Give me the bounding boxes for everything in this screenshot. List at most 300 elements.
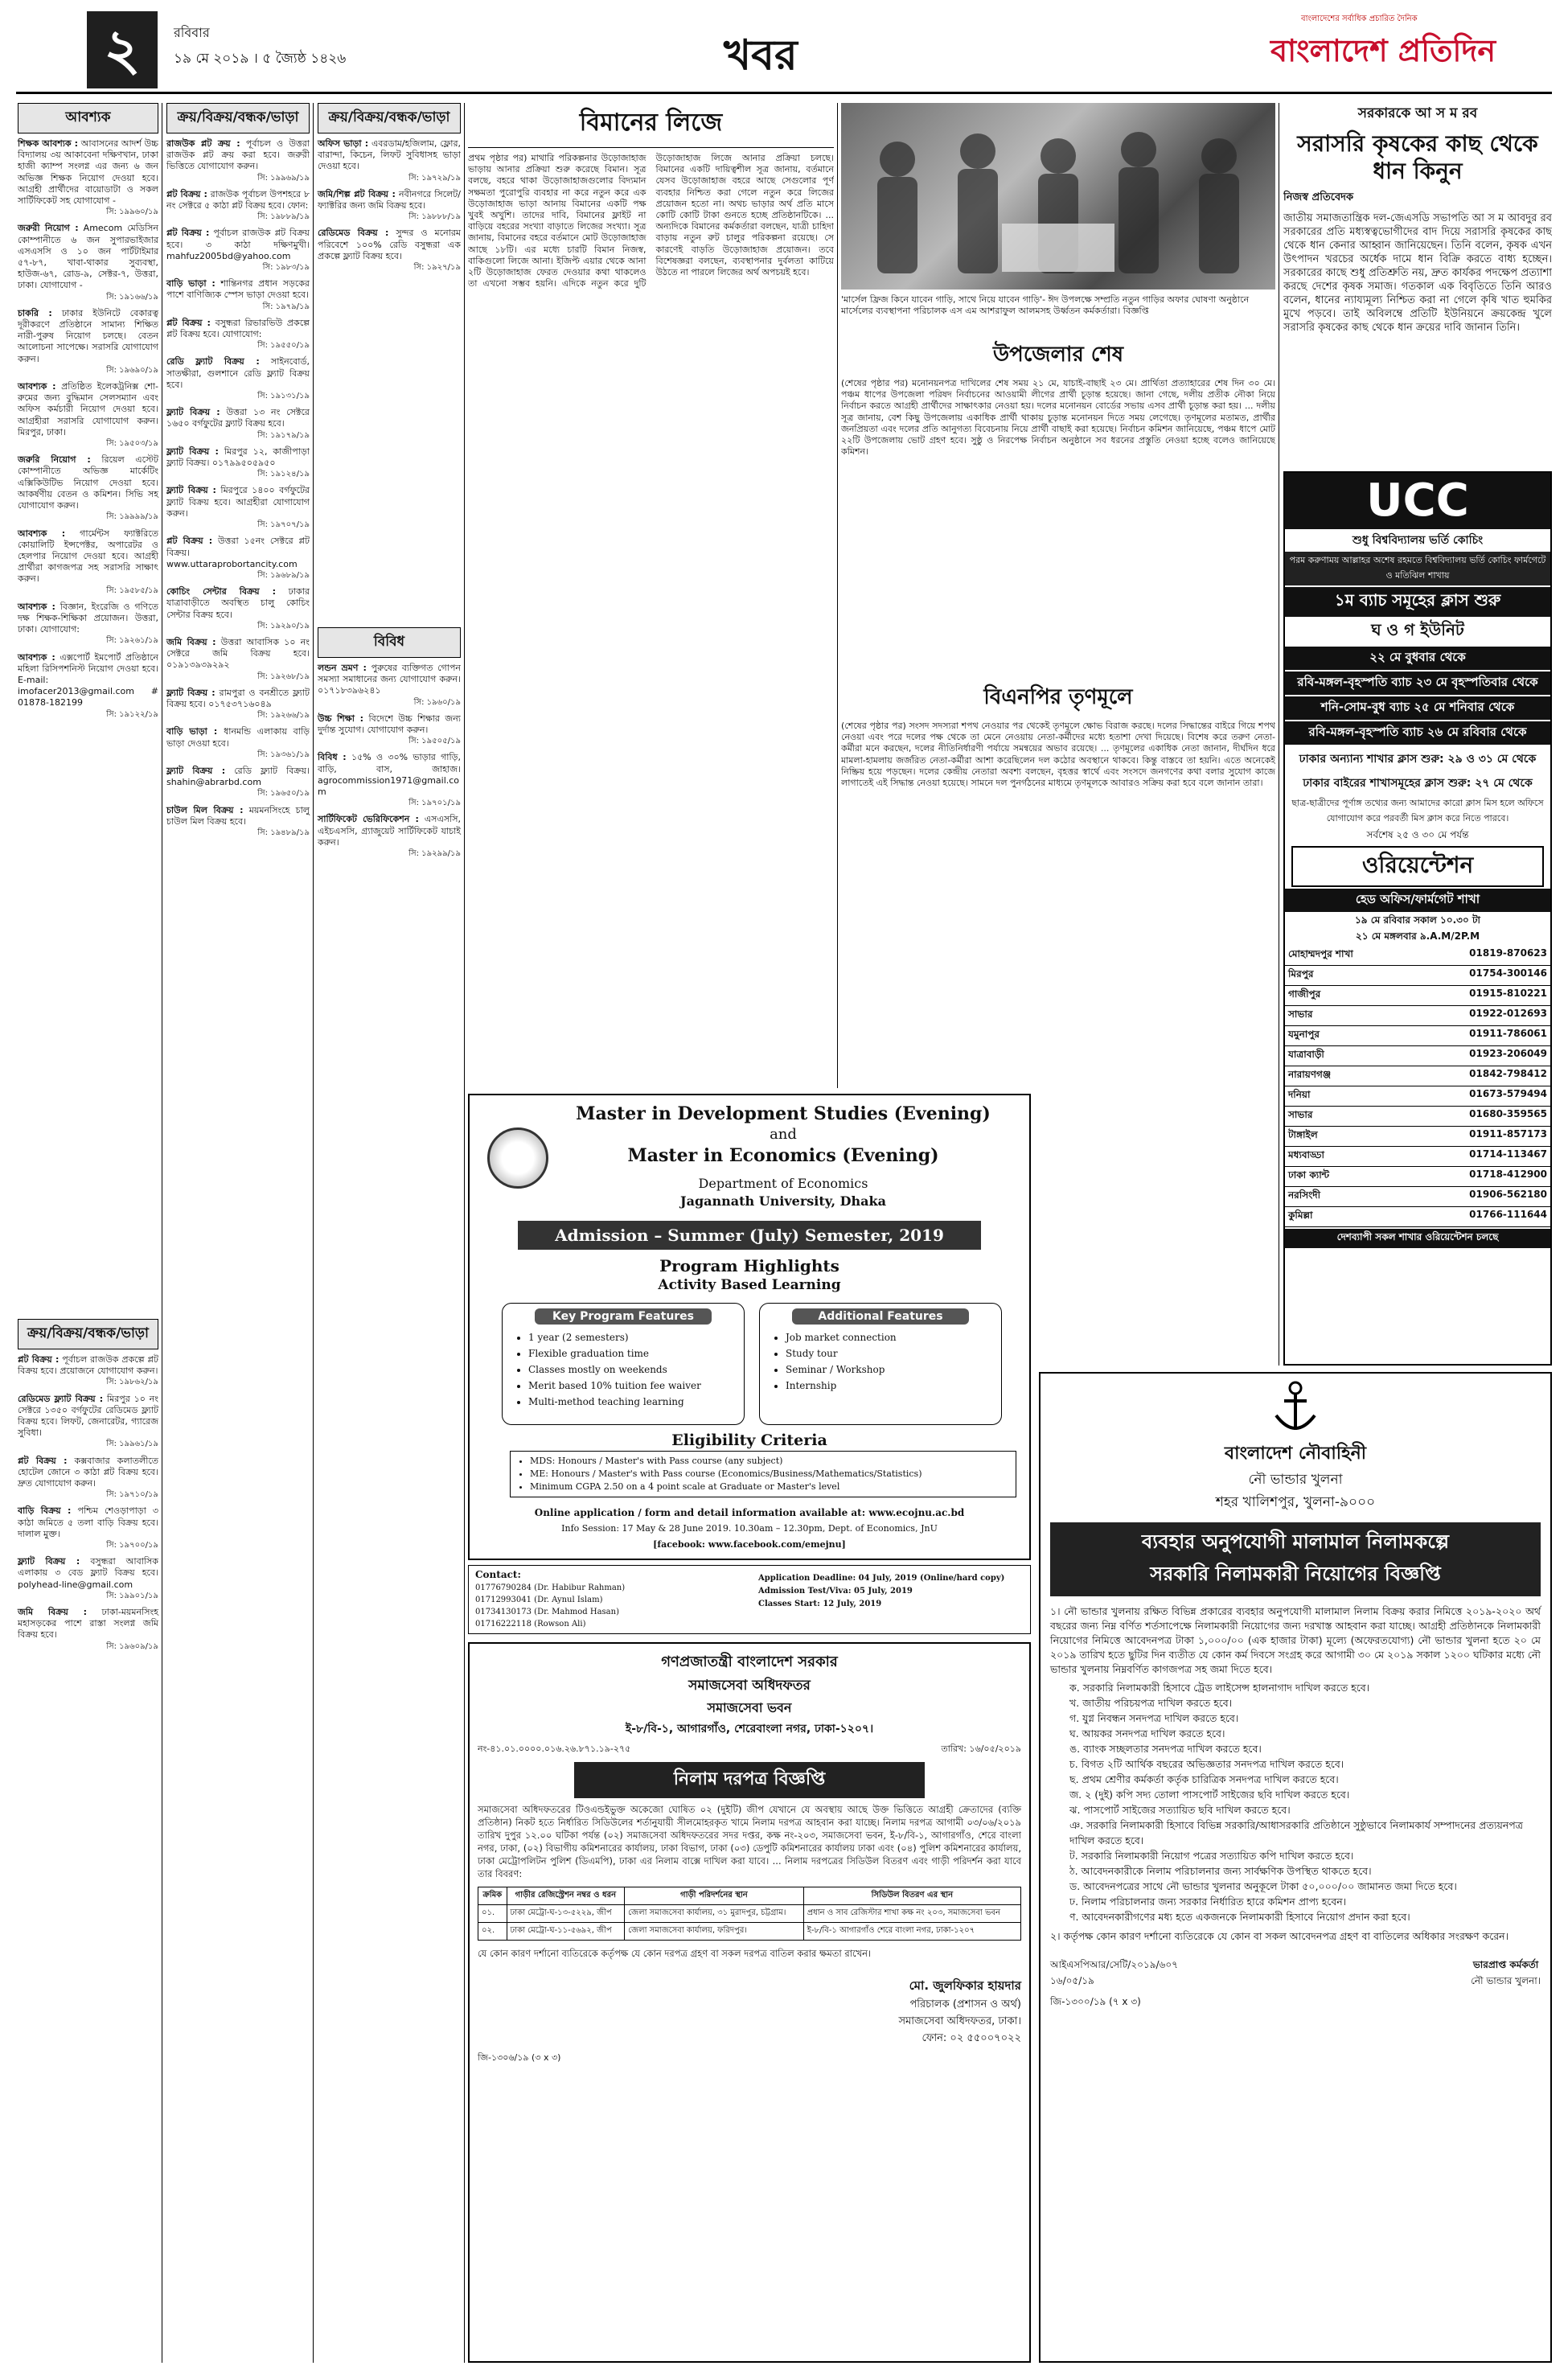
ucc-orientation-pre: সর্বশেষ ২৫ ও ৩০ মে পর্যন্ত — [1366, 829, 1469, 840]
classified-ad-body: পূর্বাচল রাজউক প্লট বিক্রয় হবে। ৩ কাঠা দক্ষিণমুখী। mahfuz2005bd@yahoo.com — [166, 228, 310, 261]
ucc-branch-phone: 01922-012693 — [1469, 1008, 1547, 1019]
classified-ad-id: সি: ১৯৭২৯/১৯ — [408, 173, 461, 183]
ju-date: Classes Start: 12 July, 2019 — [758, 1600, 882, 1608]
ucc-batch-4: শনি-সোম-বুধ ব্যাচ ২৫ মে শনিবার থেকে — [1285, 696, 1550, 720]
classified-ad — [318, 663, 461, 709]
ju-contact: 01716222118 (Rowson Ali) — [475, 1620, 586, 1629]
classified-ad-id: সি: ১৯২৭/১৯ — [413, 263, 461, 273]
classified-ad-id: সি: ১৯৩৬১/১৯ — [257, 750, 310, 759]
paper-name: বাংলাদেশ প্রতিদিন — [1270, 33, 1496, 68]
ucc-outside: ঢাকার বাইরের শাখাসমূহের ক্লাস শুরু: ২৭ মে থেকে — [1303, 777, 1533, 790]
classified-ad — [318, 138, 461, 184]
navy-signer: ভারপ্রাপ্ত কর্মকর্তা — [1472, 1959, 1539, 1970]
ucc-branch — [1285, 1107, 1550, 1127]
ucc-logo: UCC — [1285, 473, 1550, 529]
ju-key-feature: • Classes mostly on weekends — [528, 1362, 744, 1378]
classified-ad-id: সি: ১৯১৭৯/১৯ — [257, 430, 310, 440]
ucc-branch-phone: 01754-300146 — [1469, 967, 1547, 979]
upazila-headline: উপজেলার শেষ — [992, 343, 1124, 367]
ucc-batch-3: রবি-মঙ্গল-বৃহস্পতি ব্যাচ ২৩ মে বৃহস্পতিবার থেকে — [1285, 672, 1550, 695]
ju-elig-item: • ME: Honours / Master's with Pass course (Economics/Business/Mathematics/Statistics) — [530, 1468, 1012, 1481]
classified-column-1b — [18, 1319, 158, 1657]
gov-memo: নং-৪১.০১.০০০০.০১৬.২৬.৮৭১.১৯-২৭৫ — [478, 1744, 631, 1754]
classified-ad — [18, 1354, 158, 1389]
section-head-buy-sell-2: ক্রয়/বিক্রয়/বন্ধক/ভাড়া — [166, 103, 310, 133]
classified-ad-title: জমি/শিল্প প্লট বিক্রয় : — [318, 188, 396, 199]
ucc-batch-5: রবি-মঙ্গল-বৃহস্পতি ব্যাচ ২৬ মে রবিবার থেকে — [1285, 721, 1550, 745]
ucc-branch-phone: 01923-206049 — [1469, 1048, 1547, 1059]
ju-add-feature: • Study tour — [786, 1345, 1001, 1362]
navy-condition: খ. জাতীয় পরিচয়পত্র দাখিল করতে হবে। — [1069, 1697, 1233, 1709]
ju-university: Jagannath University, Dhaka — [680, 1193, 886, 1209]
navy-condition: ঞ. সরকারি নিলামকারী হিসাবে বিভিন্ন সরকারি/আধাসরকারি প্রতিষ্ঠানে সুষ্ঠুভাবে নিলামকার্য সম্পাদনের প্রত্যয়নপত্র দাখিল করতে হবে। — [1069, 1819, 1523, 1846]
ucc-branch — [1285, 1127, 1550, 1147]
classified-ad — [166, 318, 310, 352]
classified-ad-id: সি: ১৯৫০৫/১৯ — [408, 737, 461, 746]
classified-ad — [18, 223, 158, 302]
classified-ad-id: সি: ১৯২৯০/১৯ — [257, 621, 310, 630]
gov-signer-post: পরিচালক (প্রশাসন ও অর্থ) — [909, 1998, 1021, 2011]
ucc-branch — [1285, 1066, 1550, 1086]
news-photo — [841, 103, 1275, 290]
ucc-branch-list — [1285, 946, 1550, 1227]
ucc-branch — [1285, 986, 1550, 1006]
ju-add-feature: • Job market connection — [786, 1329, 1001, 1345]
ju-contact-box — [468, 1565, 1031, 1634]
ucc-hq-time: ২১ মে মঙ্গলবার ৯.A.M/2P.M — [1355, 930, 1480, 942]
farmers-body: জাতীয় সমাজতান্ত্রিক দল-জেএসডি সভাপতি আ স ম আবদুর রব সরকারের প্রতি মধ্যস্বত্বভোগীদের বাদ দিয়ে সরাসরি কৃষকের কাছ থেকে ধান কেনার আহ্বান জানিয়েছেন। তিনি বলেন, কৃষক এখন উৎপাদন খরচের অর্ধেক দামে ধান বিক্রি করতে বাধ্য হচ্ছেন। সরকারের কাছে শুধু প্রতিশ্রুতি নয়, দ্রুত কার্যকর পদক্ষেপ প্রত্যাশা করছে দেশের কৃষক সমাজ। গতকাল এক বিবৃতিতে তিনি আরও বলেন, ধানের ন্যায্যমূল্য নিশ্চিত করা না গেলে কৃষি খাত হুমকির মুখে পড়বে। তাই অবিলম্বে প্রতিটি ইউনিয়নে ক্রয়কেন্দ্র খুলে সরাসরি কৃষকের কাছ থেকে ধান ক্রয়ের দাবি জানান তিনি। — [1283, 212, 1552, 334]
ju-and: and — [770, 1126, 797, 1143]
section-head-buy-sell-3: ক্রয়/বিক্রয়/বন্ধক/ভাড়া — [318, 103, 461, 133]
ucc-batch-2: ২২ মে বুধবার থেকে — [1285, 647, 1550, 670]
classified-ad-title: জরুরি নিয়োগ : — [18, 454, 91, 466]
classified-column-3 — [318, 103, 461, 278]
buy-sell-list-2 — [166, 138, 310, 839]
ju-contact-title: Contact: — [475, 1569, 521, 1580]
gov-address: ই-৮/বি-১, আগারগাঁও, শেরেবাংলা নগর, ঢাকা-১২০৭। — [625, 1723, 874, 1735]
gov-table-header-cell: সিডিউল বিতরণ এর স্থান — [803, 1887, 1020, 1905]
classified-ad — [318, 228, 461, 273]
gov-table-body — [478, 1905, 1021, 1941]
buy-sell-list-1 — [18, 1354, 158, 1653]
classified-ad-id: সি: ১৯৯০১/১৯ — [106, 1591, 158, 1600]
navy-condition: চ. বিগত ২টি আর্থিক বছরের অভিজ্ঞতার সনদপত্র দাখিল করতে হবে। — [1069, 1758, 1344, 1770]
gov-signer-name: মো. জুলফিকার হায়দার — [909, 1978, 1021, 1993]
classified-ad-title: ফ্ল্যাট বিক্রয় : — [166, 446, 219, 457]
classified-ad-body: মিরপুরে ১৪০০ বর্গফুটের ফ্ল্যাট বিক্রয় হবে। আগ্রহীরা যোগাযোগ করুন। — [166, 485, 310, 519]
gov-auction-notice — [468, 1642, 1031, 2363]
classified-ad — [18, 1505, 158, 1551]
classified-ad-title: আবশ্যক : — [18, 601, 55, 612]
classified-ad-title: আবশ্যক : — [18, 651, 55, 663]
ucc-branch-name: যাত্রাবাড়ী — [1288, 1049, 1324, 1060]
masthead-day: রবিবার — [174, 25, 210, 40]
classified-ad — [18, 1394, 158, 1451]
ucc-branch-phone: 01819-870623 — [1469, 947, 1547, 959]
upazila-article — [841, 338, 1275, 676]
misc-list — [318, 663, 461, 860]
gov-table-cell: ই-৮/বি-১ আগারগাঁও শেরে বাংলা নগর, ঢাকা-১২০৭ — [803, 1923, 1020, 1941]
navy-condition: জ. ২ (দুই) কপি সদ্য তোলা পাসপোর্ট সাইজের ছবি দাখিল করতে হবে। — [1069, 1789, 1350, 1801]
classified-ad — [166, 407, 310, 442]
ucc-branch-phone: 01842-798412 — [1469, 1068, 1547, 1079]
classified-ad-body: পশ্চিম শেওড়াপাড়া ৩ কাঠা জমিতে ৫ তলা বাড়ি বিক্রয় হবে। দালাল মুক্ত। — [18, 1505, 159, 1539]
classified-ad-id: সি: ১৯৮৮৯/১৯ — [257, 212, 310, 222]
classified-ad-id: সি: ১৯১৩১/১৯ — [257, 392, 310, 401]
classified-ad-body: পুরুষের ব্যক্তিগত গোপন সমস্যা সমাধানের জন্য যোগাযোগ করুন। ০১৭১৮৩৯৬২৪১ — [318, 663, 461, 696]
classified-ad-id: সি: ১৯৯৬৯/১৯ — [257, 173, 310, 183]
ucc-branch-name: যমুনাপুর — [1288, 1029, 1320, 1040]
classified-ad-body: শান্তিনগর প্রধান সড়কের পাশে বাণিজ্যিক স্পেস ভাড়া দেওয়া হবে। — [166, 278, 310, 301]
classified-ad-body: ধানমন্ডি এলাকায় বাড়ি ভাড়া দেওয়া হবে। — [166, 726, 310, 749]
navy-signer-org: নৌ ভান্ডার খুলনা। — [1471, 1975, 1541, 1986]
farmers-title: সরাসরি কৃষকের কাছ থেকে ধান কিনুন — [1297, 130, 1538, 184]
ucc-branch-phone: 01680-359565 — [1469, 1108, 1547, 1119]
classified-ad-id: সি: ১৯৯৬০/১৯ — [106, 207, 158, 217]
classified-ad-body: রেডি ফ্ল্যাট বিক্রয়। shahin@abrarbd.com — [166, 765, 310, 788]
classified-ad-id: সি: ১৯১২৪/১৯ — [257, 470, 310, 479]
navy-title-2: সরকারি নিলামকারী নিয়োগের বিজ্ঞপ্তি — [1150, 1563, 1441, 1585]
classified-column-3b — [318, 627, 461, 865]
ucc-branch — [1285, 946, 1550, 966]
classified-ad-body: পূর্বাচল ও উত্তরা রাজউক প্লট ক্রয় করা হবে। জরুরী ভিত্তিতে যোগাযোগ করুন। — [166, 138, 310, 172]
classified-ad-id: সি: ১৯৬৮৯/১৯ — [257, 570, 310, 580]
classified-ad-title: জমি বিক্রয় : — [18, 1607, 88, 1618]
gov-dept: সমাজসেবা অধিদফতর — [688, 1678, 811, 1694]
classified-ad-title: লন্ডন ভ্রমণ : — [318, 663, 367, 673]
ucc-branch-phone: 01718-412900 — [1469, 1169, 1547, 1180]
classified-ad-id: সি: ১৯৫৮৫/১৯ — [106, 585, 158, 595]
ucc-branch-name: সাভার — [1288, 1008, 1313, 1020]
classified-ad-body: পূর্বাচল রাজউক প্রকল্পে প্লট বিক্রয় হবে। প্রয়োজনে যোগাযোগ করুন। — [18, 1354, 158, 1377]
classified-ad-id: সি: ১৯৮৬২/১৯ — [106, 1378, 158, 1387]
gov-table — [478, 1887, 1021, 1941]
gov-signer-phone: ফোন: ০২ ৫৫০০৭০২২ — [922, 2032, 1021, 2044]
classified-ad — [166, 356, 310, 402]
ucc-orientation: ওরিয়েন্টেশন — [1291, 846, 1544, 887]
bnp-article — [841, 680, 1275, 1082]
ju-elig-item: • MDS: Honours / Master's with Pass course (any subject) — [530, 1455, 1012, 1468]
ucc-branch — [1285, 1006, 1550, 1026]
classified-ad-body: ময়মনসিংহে চালু চাউল মিল বিক্রয় হবে। — [166, 804, 310, 827]
ucc-branch-name: ঢাকা ক্যান্ট — [1288, 1169, 1330, 1181]
classified-ad-body: সুন্দর ও মনোরম পরিবেশে ১০০% রেডি বসুন্ধরা এক প্রকল্পে ফ্ল্যাট বিক্রয় হবে। — [318, 228, 461, 261]
lead-body: প্রথম পৃষ্ঠার পর) মাথারি পরিকল্পনার উড়োজাহাজ ভাড়ায় আনার প্রক্রিয়া শুরু করেছে বিমান। সূত্র বলছে, বহরে থাকা উড়োজাহাজগুলোর বিদ্যমান সক্ষমতা পুরোপুরি ব্যবহার না করে নতুন করে এক উড়োজাহাজ ভাড়া আনায় বিমানের একটি পক্ষ খুবই অখুশি। তাদের দাবি, বিমানের ফ্লাইট না বাড়িয়ে বহরের সংখ্যা বাড়াতে লিজের সংখ্যা। সূত্র জানায়, বিমানের বহরে বর্তমানে মোট উড়োজাহাজ আছে ১৮টি। এর মধ্যে চারটি বিমান নিজস্ব, বাকিগুলো লিজে আনা। ইজিপ্ট এয়ার থেকে আনা ২টি উড়োজাহাজ ফেরত দেওয়ার কথা থাকলেও তা এখনো সম্ভব হয়নি। এদিকে নতুন করে দুটি উড়োজাহাজ লিজে আনার প্রক্রিয়া চলছে। বিমানের একটি দায়িত্বশীল সূত্র জানায়, বর্তমানে যেসব উড়োজাহাজ বহরে আছে সেগুলোর পূর্ণ ব্যবহার নিশ্চিত করা গেলে নতুন করে লিজের প্রয়োজন হতো না। অথচ ভাড়ার অর্থ প্রতি মাসে কোটি কোটি টাকা গুনতে হচ্ছে প্রতিষ্ঠানটিকে। ... অন্যদিকে বিমানের কর্মকর্তারা বলছেন, যাত্রী চাহিদা বাড়ায় নতুন রুট চালুর পরিকল্পনা রয়েছে। সে কারণেই বাড়তি উড়োজাহাজ প্রয়োজন। তবে বিশেষজ্ঞরা বলছেন, ব্যবস্থাপনার দুর্বলতা কাটিয়ে উঠতে না পারলে লিজের অর্থ অপচয়ই হবে। — [468, 153, 834, 290]
gov-table-cell: প্রধান ও সাব রেজিস্টার শাখা কক্ষ নং ২০৩, সমাজসেবা ভবন — [803, 1905, 1020, 1923]
classified-ad-body: বিদেশে উচ্চ শিক্ষার জন্য দুর্দান্ত সুযোগ। যোগাযোগ করুন। — [318, 713, 461, 736]
classified-ad-title: জরুরী নিয়োগ : — [18, 223, 79, 234]
ucc-branch-phone: 01911-857173 — [1469, 1128, 1547, 1140]
classified-ad — [18, 381, 158, 450]
ucc-branch — [1285, 1026, 1550, 1046]
classified-ad-id: সি: ১৯৭০১/১৯ — [408, 799, 461, 808]
classified-ad-title: রেডিমেড বিক্রয় : — [318, 228, 389, 239]
classified-ad — [166, 726, 310, 761]
lead-article — [468, 103, 834, 1084]
photo-caption: 'মার্সেল ফ্রিজ কিনে যাবেন গাড়ি, সাথে নিয়ে যাবেন গাড়ি'- ঈদ উপলক্ষে সম্প্রতি নতুন গাড়ির অফার ঘোষণা অনুষ্ঠানে মার্সেলের ব্যবস্থাপনা পরিচালক এস এম আশরাফুল আলমসহ উর্ধ্বতন কর্মকর্তারা। বিজ্ঞপ্তি — [841, 294, 1250, 316]
classified-ad-id: সি: ১৯৭১০/১৯ — [106, 1490, 158, 1500]
navy-condition: ঘ. আয়কর সনদপত্র দাখিল করতে হবে। — [1069, 1727, 1225, 1739]
classified-ad — [18, 602, 158, 647]
ju-contact: 01776790284 (Dr. Habibur Rahman) — [475, 1583, 626, 1592]
gov-memo-row — [478, 1742, 1021, 1757]
gov-date: তারিখ: ১৬/০৫/২০১৯ — [941, 1744, 1021, 1754]
ju-key-feature: • Flexible graduation time — [528, 1345, 744, 1362]
classified-ad — [166, 688, 310, 722]
navy-addr: শহর খালিশপুর, খুলনা-৯০০০ — [1215, 1494, 1376, 1510]
ju-key-features — [502, 1303, 745, 1425]
classified-ad-title: বাড়ি বিক্রয় : — [18, 1505, 72, 1517]
classified-ad-body: নবীনগরে সিলেট/ফ্যাক্টরির জন্য জমি বিক্রয় হবে। — [318, 188, 461, 212]
ju-key-title: Key Program Features — [535, 1308, 712, 1325]
classified-ad-title: জমি বিক্রয় : — [166, 636, 216, 647]
navy-condition: গ. যুগ্ন নিবন্ধন সনদপত্র দাখিল করতে হবে। — [1069, 1712, 1239, 1724]
column-rule — [464, 103, 465, 2363]
classified-ad-body: ঢাকার ইউনিটে বেকারত্ব দূরীকরণে প্রতিষ্ঠানে সামান্য শিক্ষিত নারী-পুরুষ নিয়োগ চলছে। বেতন আলোচনা সাপেক্ষে। সরাসরি যোগাযোগ করুন। — [18, 307, 159, 364]
ju-info-session: Info Session: 17 May & 28 June 2019. 10.30am – 12.30pm, Dept. of Economics, JnU — [561, 1523, 938, 1534]
navy-memo-date: ১৬/০৫/১৯ — [1050, 1975, 1094, 1986]
classified-column-1 — [18, 103, 158, 725]
classified-ad-body: রামপুরা ও বনশ্রীতে ফ্ল্যাট বিক্রয় হবে। ০১৭৫৩৭১৬০৪৯ — [166, 687, 310, 709]
farmers-byline: নিজস্ব প্রতিবেদক — [1283, 191, 1354, 203]
classified-ad-id: সি: ১৯৬০৯/১৯ — [106, 1641, 158, 1651]
page-number: ২ — [104, 17, 141, 83]
navy-condition: ঠ. আবেদনকারীকে নিলাম পরিচালনার জন্য সার্বক্ষণিক উপস্থিত থাকতে হবে। — [1069, 1865, 1372, 1877]
gov-table-cell: ঢাকা মেট্রো-ঘ-১৩-৫২২৯, জীপ — [507, 1905, 625, 1923]
ju-elig-item: • Minimum CGPA 2.50 on a 4 point scale at Graduate or Master's level — [530, 1481, 1012, 1493]
classified-ad — [166, 228, 310, 273]
classified-ad — [18, 528, 158, 597]
ucc-note-2: ছাত্র-ছাত্রীদের পূর্ণাঙ্গ তথ্যের জন্য আমাদের কারো ক্লাস মিস হলে অফিসে যোগাযোগ করে পরবর্তী মিস ক্লাস করে নিতে পারবে। — [1291, 798, 1544, 824]
classified-ad-title: প্লট বিক্রয় : — [166, 188, 207, 199]
ucc-branch — [1285, 1086, 1550, 1107]
ju-contact: 01712993041 (Dr. Aynul Islam) — [475, 1596, 603, 1604]
classified-ad-body: উত্তরা ১৫নং সেক্টরে প্লট বিক্রয়। www.uttaraprobortancity.com — [166, 536, 310, 569]
ju-contact: 01734130173 (Dr. Mahmod Hasan) — [475, 1608, 619, 1616]
classified-ad-body: উত্তরা ১৩ নং সেক্টরে ১৬৫০ বর্গফুটের ফ্ল্যাট বিক্রয় হবে। — [166, 407, 310, 429]
classified-ad-id: সি: ১৯৫০৩/১৯ — [106, 439, 158, 449]
classified-ad-body: সাইনবোর্ড, সাতক্ষীরা, গুলশানে রেডি ফ্ল্যাট বিক্রয় হবে। — [166, 356, 310, 390]
classified-ad — [166, 805, 310, 840]
ucc-hq-times — [1285, 914, 1550, 946]
section-head-buy-sell-1: ক্রয়/বিক্রয়/বন্ধক/ভাড়া — [18, 1319, 158, 1349]
classified-ad-title: শিক্ষক আবশ্যক : — [18, 138, 79, 149]
masthead-date: ১৯ মে ২০১৯ । ৫ জ্যৈষ্ঠ ১৪২৬ — [174, 51, 347, 67]
ucc-branch-name: নরসিংদী — [1288, 1189, 1321, 1201]
ucc-branch-name: কুমিল্লা — [1288, 1210, 1313, 1221]
ucc-branch-name: টাঙ্গাইল — [1288, 1129, 1318, 1140]
classified-ad-title: ফ্ল্যাট বিক্রয় : — [18, 1556, 80, 1567]
classified-ad-title: ফ্ল্যাট বিক্রয় : — [166, 407, 220, 418]
ju-key-feature: • Multi-method teaching learning — [528, 1394, 744, 1410]
classified-ad-body: বিজ্ঞান, ইংরেজি ও গণিতে দক্ষ শিক্ষক-শিক্ষিকা প্রয়োজন। উত্তরা, ঢাকা। যোগাযোগ: — [18, 601, 159, 635]
classified-ad-body: ঢাকা-ময়মনসিংহ মহাসড়কের পাশে রাস্তা সংলগ্ন জমি বিক্রয় হবে। — [18, 1607, 159, 1641]
classified-ad-id: সি: ১৯৭০৭/১৯ — [257, 520, 310, 530]
ucc-branch-phone: 01766-111644 — [1469, 1209, 1547, 1220]
navy-condition: ণ. আবেদনকারীগণের মধ্য হতে একজনকে নিলামকারী হিসাবে নিয়োগ প্রদান করা হবে। — [1069, 1911, 1410, 1923]
ju-admission-ad — [468, 1094, 1031, 1560]
classified-ad — [166, 278, 310, 313]
navy-conditions — [1050, 1680, 1541, 1924]
ucc-unit: ঘ ও গ ইউনিট — [1371, 620, 1464, 639]
gov-bhaban: সমাজসেবা ভবন — [707, 1700, 792, 1715]
ju-key-feature: • Merit based 10% tuition fee waiver — [528, 1378, 744, 1394]
classified-ad-id: সি: ১৯২৯৯/১৯ — [408, 849, 461, 859]
classified-ad-title: রাজউক প্লট ক্রয় : — [166, 138, 240, 149]
masthead — [16, 11, 1552, 98]
classified-ad-body: গার্মেন্টস ফ্যাক্টরিতে কোয়ালিটি ইন্সপেক্টর, অপারেটর ও হেলপার নিয়োগ দেওয়া হবে। আগ্রহী প্রার্থীরা কাগজপত্র সহ সরাসরি সাক্ষাৎ করুন। — [18, 528, 158, 585]
classified-ad — [318, 713, 461, 748]
classified-ad-id: সি: ১৯৬৯০/১৯ — [106, 365, 158, 375]
navy-title-block — [1050, 1522, 1541, 1596]
classified-ad — [18, 138, 158, 218]
anchor-icon — [1050, 1380, 1541, 1440]
gov-table-cell: ০২. — [478, 1923, 507, 1941]
ucc-branch-name: সাভার — [1288, 1109, 1313, 1120]
classified-ad-body: রিয়েল এস্টেট কোম্পানীতে অভিজ্ঞ মার্কেটিং এক্সিকিউটিভ নিয়োগ দেওয়া হবে। আকর্ষণীয় বেতন ও কমিশন। সিভি সহ যোগাযোগ করুন। — [18, 454, 158, 511]
ju-highlights-title: Program Highlights — [659, 1256, 839, 1275]
navy-condition: ঢ. নিলাম পরিচালনার জন্য সরকার নির্ধারিত হারে কমিশন প্রাপ্য হবেন। — [1069, 1896, 1347, 1908]
classified-ad-body: ১৫% ও ৩০% ভাড়ার গাড়ি, বাড়ি, বাস, জাহাজ। agrocommission1971@gmail.com — [318, 752, 461, 798]
classified-ad-title: প্লট বিক্রয় : — [166, 228, 210, 239]
classified-ad-body: বসুন্ধরা আবাসিক এলাকায় ৩ বেড ফ্ল্যাট বিক্রয় হবে। polyhead-line@gmail.com — [18, 1556, 158, 1590]
gov-table-header-cell: গাড়ীর রেজিস্ট্রেশন নম্বর ও ধরন — [507, 1887, 625, 1905]
section-title: খবর — [724, 31, 798, 80]
classified-ad-title: ফ্ল্যাট বিক্রয় : — [166, 687, 215, 698]
classified-ad-title: বাড়ি ভাড়া : — [166, 726, 218, 737]
paper-tagline: বাংলাদেশের সর্বাধিক প্রচারিত দৈনিক — [1301, 14, 1418, 23]
classified-ad — [18, 308, 158, 376]
ucc-branch — [1285, 1187, 1550, 1207]
classified-ad-id: সি: ১৯৯৯৯/১৯ — [106, 512, 158, 522]
ucc-branch — [1285, 1046, 1550, 1066]
navy-condition: ট. সরকারি নিলামকারী নিয়োগ পত্রের সত্যায়িত কপি দাখিল করতে হবে। — [1069, 1850, 1354, 1862]
classified-ad-body: বসুন্ধরা রিভারভিউ প্রকল্পে প্লট বিক্রয় হবে। যোগাযোগ: — [166, 317, 310, 340]
classified-ad-title: কোচিং সেন্টার বিক্রয় : — [166, 586, 277, 598]
ucc-branch-name: মধ্যবাড্ডা — [1288, 1149, 1324, 1160]
gov-signature — [478, 1977, 1021, 2047]
classified-ad — [166, 138, 310, 184]
ju-contact-list — [475, 1582, 625, 1630]
ucc-branch-phone: 01673-579494 — [1469, 1088, 1547, 1099]
navy-ref: জি-১৩০০/১৯ (৭ x ৩) — [1050, 1996, 1141, 2007]
navy-memo: আইএসপিআর/সেটি/২০১৯/৬০৭ — [1050, 1959, 1178, 1970]
navy-condition: ছ. প্রথম শ্রেণীর কর্মকর্তা কর্তৃক চারিত্রিক সনদপত্র দাখিল করতে হবে। — [1069, 1773, 1339, 1785]
ucc-hq: হেড অফিস/ফার্মগেট শাখা — [1285, 889, 1550, 912]
navy-condition: ড. আবেদনপত্রের সাথে নৌ ভান্ডার খুলনার অনুকূলে টাকা ৫০,০০০/০০ জামানত জমা দিতে হবে। — [1069, 1880, 1457, 1892]
classified-column-2 — [166, 103, 310, 844]
classified-ad-title: রেডিমেড ফ্ল্যাট বিক্রয় : — [18, 1393, 104, 1404]
ju-banner: Admission – Summer (July) Semester, 2019 — [518, 1221, 981, 1250]
ju-highlights-sub: Activity Based Learning — [658, 1277, 841, 1293]
ucc-ad — [1283, 471, 1552, 1366]
classified-ad-id: সি: ১৯২৬১/১৯ — [106, 636, 158, 646]
column-rule — [313, 103, 314, 2363]
classified-ad-body: মিরপুর ১২, কাজীপাড়া ফ্ল্যাট বিক্রয়। ০১৭৯৯৫০৫৯৫০ — [166, 446, 310, 469]
classified-ad-title: অফিস ভাড়া : — [318, 138, 369, 149]
classified-ad-title: বিবিধ : — [318, 752, 347, 763]
classified-ad-title: ফ্ল্যাট বিক্রয় : — [166, 485, 216, 496]
classified-ad-id: সি: ১৯৯৬১/১৯ — [106, 1440, 158, 1449]
ju-add-features — [759, 1303, 1002, 1425]
classified-ad — [166, 189, 310, 224]
ucc-branch-phone: 01714-113467 — [1469, 1148, 1547, 1160]
ju-elig-list — [510, 1451, 1016, 1497]
classified-ad-title: আবশ্যক : — [18, 528, 66, 539]
gov-table-cell: ০১. — [478, 1905, 507, 1923]
classified-ad-title: চাউল মিল বিক্রয় : — [166, 804, 244, 815]
classified-ad — [18, 1556, 158, 1602]
classified-ad — [166, 446, 310, 481]
ucc-branch — [1285, 1207, 1550, 1227]
gov-footer-note: যে কোন কারণ দর্শানো ব্যতিরেকে কর্তৃপক্ষ যে কোন দরপত্র গ্রহণ বা সকল দরপত্র বাতিল করার ক্ষমতা রাখেন। — [478, 1948, 872, 1959]
section-head-wanted: আবশ্যক — [18, 103, 158, 133]
classified-ad — [166, 586, 310, 632]
section-head-misc: বিবিধ — [318, 627, 461, 658]
masthead-rule — [16, 92, 1552, 94]
classified-ad-id: সি: ১৯৬৫০/১৯ — [257, 789, 310, 799]
bnp-body: (শেষের পৃষ্ঠার পর) সংসদ সদস্যরা শপথ নেওয়ার পর থেকেই তৃণমূলে ক্ষোভ বিরাজ করছে। দলের সিদ্ধান্তের বাইরে গিয়ে শপথ নেওয়া এবং পরে দলের পক্ষ থেকে তা মেনে নেওয়ায় নেতা-কর্মীদের মধ্যে হতাশা দেখা দিয়েছে। বিশেষ করে তরুণ নেতা-কর্মীরা মনে করছেন, দলের নীতিনির্ধারণী পর্যায়ে সমন্বয়ের অভাব রয়েছে। ... তৃণমূলের একাধিক নেতা জানান, দীর্ঘদিন ধরে মামলা-হামলায় জর্জরিত নেতা-কর্মীরা আশা করেছিলেন দল কঠোর অবস্থানে থাকবে। কিন্তু বাস্তবে তা হয়নি। এতে অনেকেই নিষ্ক্রিয় হয়ে পড়ছেন। দলের কেন্দ্রীয় নেতারা অবশ্য বলছেন, বৃহত্তর স্বার্থে এবং সংসদে জনগণের কথা বলার সুযোগ কাজে লাগাতেই এই সিদ্ধান্ত নেওয়া হয়েছে। সামনে দল পুনর্গঠনের মাধ্যমে তৃণমূলকে আবারও সক্রিয় করা হবে বলে জানান তারা। — [841, 721, 1275, 789]
navy-org: বাংলাদেশ নৌবাহিনী — [1224, 1444, 1367, 1464]
classified-ad-id: সি: ১৯১২২/১৯ — [106, 709, 158, 719]
classified-ad-body: এবরডাম/হজিলাম, ফ্লোর, বারান্দা, কিচেন, লিফট সুবিধাসহ ভাড়া দেওয়া হবে। — [318, 138, 462, 172]
gov-table-cell: ঢাকা মেট্রো-ঘ-১১-৫৬৯২, জীপ — [507, 1923, 625, 1941]
classified-ad-id: সি: ১৯৫৫০/১৯ — [257, 341, 310, 351]
ucc-branch-name: দনিয়া — [1288, 1089, 1311, 1100]
gov-table-header-cell: গাড়ী পরিদর্শনের স্থান — [625, 1887, 804, 1905]
classified-ad — [18, 1456, 158, 1501]
navy-footer — [1050, 1958, 1541, 2011]
navy-intro: ১। নৌ ভান্ডার খুলনায় রক্ষিত বিভিন্ন প্রকারের ব্যবহার অনুপযোগী মালামাল নিলাম বিক্রয় করার নিমিত্তে ২০১৯-২০২০ অর্থ বছরের জন্য নিম্ন বর্ণিত শর্তসাপেক্ষে নিলামকারী নিয়োগের জন্য দরখাস্ত আহবান করা যাচ্ছে। আগ্রহী প্রতিষ্ঠানকে নিলামকারী নিয়োগের নিমিত্তে আবেদনপত্র টাকা ১,০০০/০০ (এক হাজার টাকা) মূল্যে (অফেরতযোগ্য) নৌ ভান্ডার খুলনা হতে ২০ মে ২০১৯ তারিখ হতে ছুটির দিন ব্যতীত যে কোন কর্ম দিবসে সংগ্রহ করে আগামী ৩০ মে ২০১৯ সকাল ১২০০ ঘটিকার মধ্যে নৌ ভান্ডার খুলনায় নিম্নবর্ণিত কাগজপত্র সহ জমা দিতে হবে। — [1050, 1605, 1541, 1675]
gov-table-cell: জেলা সমাজসেবা কার্যালয়, ফরিদপুর। — [625, 1923, 804, 1941]
classified-ad-body: প্রতিষ্ঠিত ইলেকট্রনিক্স শো-রুমের জন্য বুদ্ধিমান সেলসম্যান এবং অফিস কর্মচারী নিয়োগ দেওয়া হবে। আগ্রহীরা সরাসরি যোগাযোগ করুন। মিরপুর, ঢাকা। — [18, 381, 159, 437]
ju-elig-title: Eligibility Criteria — [671, 1431, 827, 1449]
gov-table-cell: জেলা সমাজসেবা কার্যালয়, ৩১ মুরাদপুর, চট্টগ্রাম। — [625, 1905, 804, 1923]
gov-body: সমাজসেবা অধিদফতরের টিওএন্ডইভুক্ত অকেজো ঘোষিত ০২ (দুইটি) জীপ যেখানে যে অবস্থায় আছে উক্ত ভিত্তিতে আগ্রহী ক্রেতাদের (ব্যক্তি প্রতিষ্ঠান) নিকট হতে নির্ধারিত সিডিউলের শর্তানুযায়ী সীলমোহরকৃত খামে নিলাম দরপত্র আহবান করা যাচ্ছে। নিলাম দরপত্র আগামী ০৩/০৬/২০১৯ তারিখ দুপুর ১২.০০ ঘটিকা পর্যন্ত (০২) সমাজসেবা অধিদফতরের সদর দপ্তর, কক্ষ নং-২০৩, সমাজসেবা ভবন, ই-৮/বি-১, আগারগাঁও, শেরে বাংলা নগর, ঢাকা, (০২) বিভাগীয় কমিশনারের কার্যালয়, ঢাকা বিভাগ, ঢাকা (০৩) ডেপুটি কমিশনারের কার্যালয় ঢাকা এবং (০৪) পুলিশ কমিশনারের কার্যালয়, ঢাকা মেট্রোপলিটন পুলিশ (ডিএমপি), ঢাকা এর নিলাম বাক্সে দাখিল করা যাবে। ... নিলাম দরপত্রের সিডিউল বিতরণ এবং গাড়ী পরিদর্শন করা যাবে তার বিবরণ: — [478, 1804, 1021, 1879]
gov-gov: গণপ্রজাতন্ত্রী বাংলাদেশ সরকার — [661, 1653, 838, 1670]
ucc-tagline: শুধু বিশ্ববিদ্যালয় ভর্তি কোচিং — [1352, 534, 1484, 547]
classified-ad-body: কক্সবাজার কলাতলীতে হোটেল জোনে ৩ কাঠা প্লট বিক্রয় হবে। দ্রুত যোগাযোগ করুন। — [18, 1455, 159, 1489]
classified-ad — [18, 454, 158, 523]
gov-table-header — [478, 1887, 1021, 1905]
ju-key-feature: • 1 year (2 semesters) — [528, 1329, 744, 1345]
classified-ad-title: প্লট বিক্রয় : — [18, 1455, 68, 1466]
ju-add-feature: • Internship — [786, 1378, 1001, 1394]
classified-ad-body: উত্তরা আবাসিক ১০ নং সেক্টরে জমি বিক্রয় হবে। ০১৯১৩৯৩৯২৯২ — [166, 636, 310, 671]
ju-date-list — [758, 1572, 1004, 1611]
classified-ad-body: এসএসসি, এইচএসসি, গ্র্যাজুয়েট সার্টিফিকেট যাচাই করুন। — [318, 814, 461, 848]
ju-facebook: [facebook: www.facebook.com/emejnu] — [653, 1539, 846, 1550]
classified-ad-title: প্লট বিক্রয় : — [166, 536, 213, 547]
classified-ad — [18, 1607, 158, 1653]
classified-ad-body: ঢাকার যাত্রাবাড়ীতে অবস্থিত চালু কোচিং সেন্টার বিক্রয় হবে। — [166, 586, 310, 620]
buy-sell-list-3 — [318, 138, 461, 273]
ju-logo-icon — [487, 1127, 548, 1189]
ucc-branch — [1285, 1167, 1550, 1187]
classified-ad — [318, 752, 461, 809]
ju-online: Online application / form and detail information available at: www.ecojnu.ac.bd — [534, 1507, 965, 1518]
classified-ad-id: সি: ১৯২৬৮/১৯ — [257, 672, 310, 681]
classified-ad-id: সি: ১৯১৬৬/১৯ — [106, 292, 158, 302]
ju-key-list — [503, 1329, 744, 1410]
ucc-branch-name: মোহাম্মদপুর শাখা — [1288, 948, 1353, 959]
ucc-other-branches: ঢাকার অন্যান্য শাখার ক্লাস শুরু: ২৯ ও ৩১ মে থেকে — [1299, 753, 1537, 766]
ucc-branch-name: মিরপুর — [1288, 968, 1314, 980]
ucc-hq-time: ১৯ মে রবিবার সকাল ১০.৩০ টা — [1355, 914, 1480, 926]
classified-ad-id: সি: ১৯৭৯/১৯ — [262, 302, 310, 311]
table-row — [478, 1923, 1021, 1941]
table-row — [478, 1905, 1021, 1923]
